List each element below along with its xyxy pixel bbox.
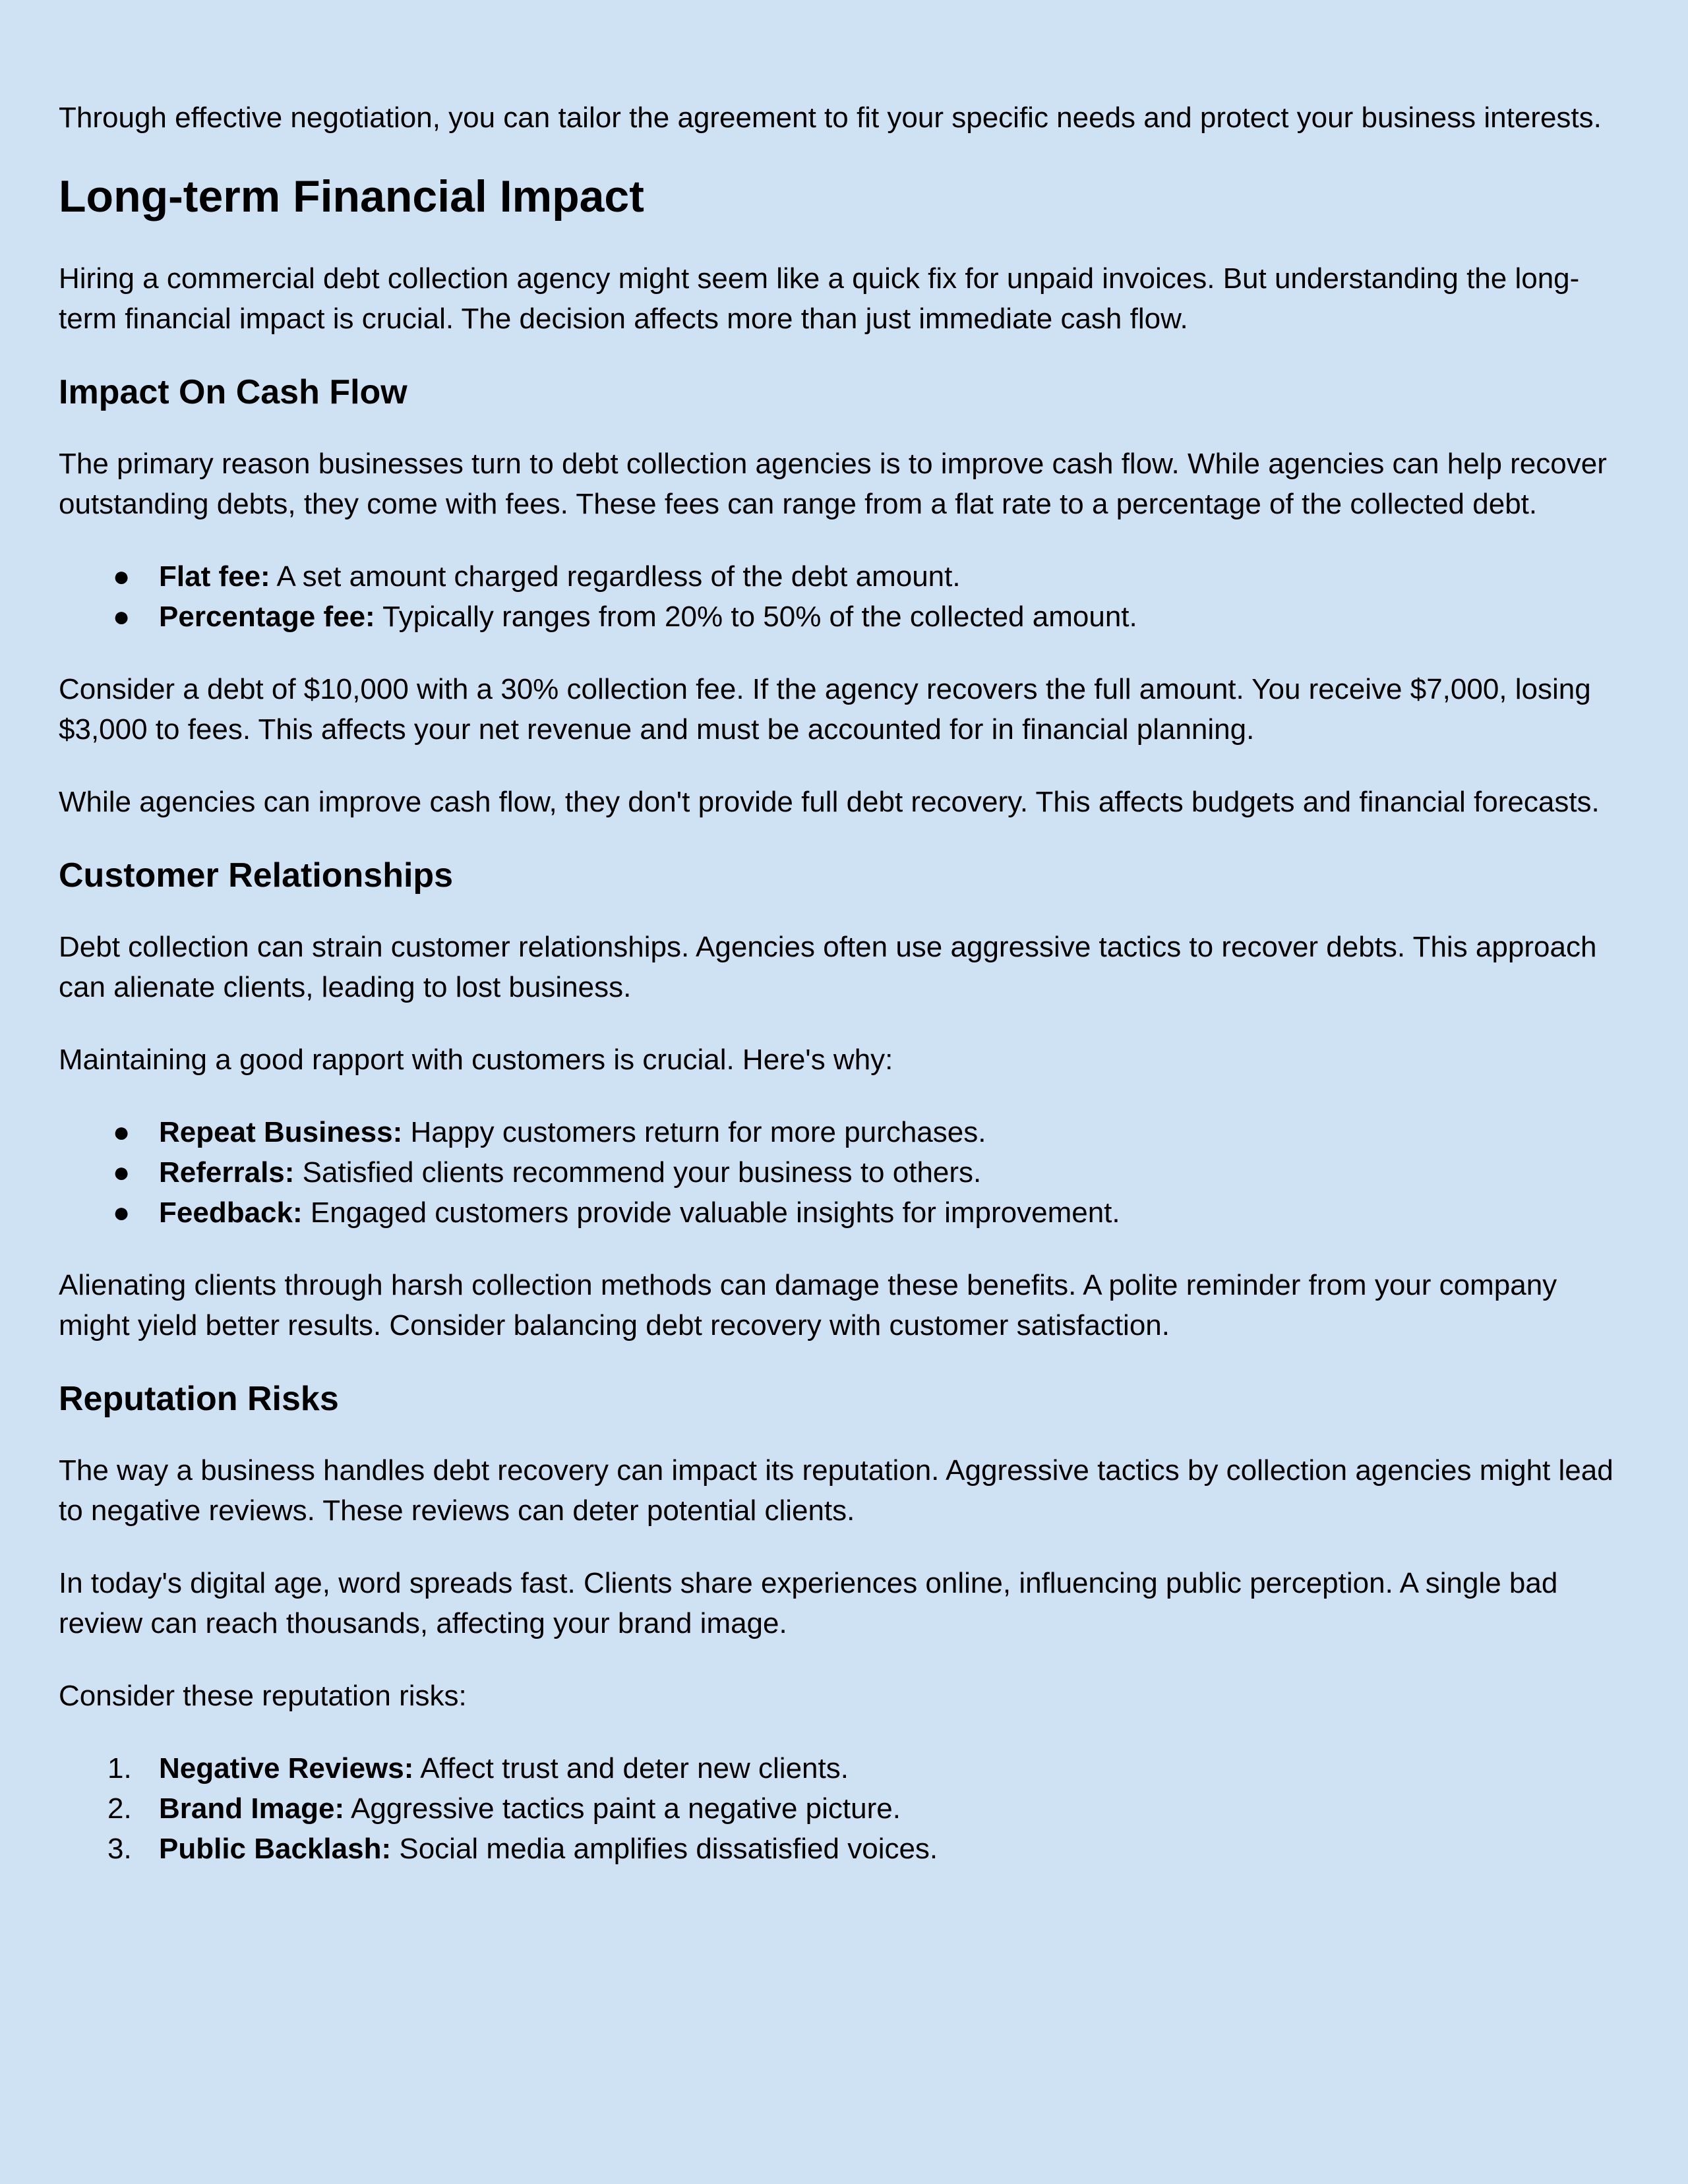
bullet-icon: ● — [112, 601, 131, 633]
list-item — [59, 556, 1629, 597]
list-item-term: Repeat Business: — [159, 1116, 403, 1148]
customer-paragraph-1: Debt collection can strain customer relationships. Agencies often use aggressive tactics to recover debts. This approach can alienate clients, leading to lost business. — [59, 931, 1597, 1003]
risks-list — [59, 1748, 1629, 1869]
list-item-text: Engaged customers provide valuable insights for improvement. — [302, 1196, 1120, 1229]
intro-paragraph: Through effective negotiation, you can tailor the agreement to fit your specific needs and protect your business interests. — [59, 102, 1602, 134]
customer-heading: Customer Relationships — [59, 856, 454, 895]
list-item-text: Aggressive tactics paint a negative picture. — [344, 1792, 901, 1825]
list-number: 2. — [107, 1792, 132, 1825]
list-number: 1. — [107, 1752, 132, 1785]
list-item — [59, 597, 1629, 637]
list-item-term: Negative Reviews: — [159, 1752, 414, 1785]
list-item-term: Brand Image: — [159, 1792, 345, 1825]
bullet-icon: ● — [112, 1196, 131, 1229]
list-item-term: Flat fee: — [159, 560, 270, 593]
bullet-icon: ● — [112, 1156, 131, 1189]
cash-flow-paragraph-2: Consider a debt of $10,000 with a 30% collection fee. If the agency recovers the full amount. You receive $7,000, losing $3,000 to fees. This affects your net revenue and must be accounted for in financial planning. — [59, 673, 1591, 746]
list-item-term: Percentage fee: — [159, 601, 375, 633]
list-item-text: A set amount charged regardless of the debt amount. — [270, 560, 961, 593]
main-paragraph: Hiring a commercial debt collection agency might seem like a quick fix for unpaid invoices. But understanding the long-term financial impact is crucial. The decision affects more than just immediate cash flow. — [59, 262, 1580, 335]
list-item — [59, 1112, 1629, 1152]
customer-paragraph-2: Maintaining a good rapport with customers is crucial. Here's why: — [59, 1044, 893, 1076]
customer-paragraph-3: Alienating clients through harsh collection methods can damage these benefits. A polite reminder from your company might yield better results. Consider balancing debt recovery with customer satisfaction. — [59, 1269, 1557, 1342]
main-heading: Long-term Financial Impact — [59, 171, 644, 221]
list-item-text: Happy customers return for more purchases. — [402, 1116, 986, 1148]
cash-flow-heading: Impact On Cash Flow — [59, 373, 407, 411]
benefits-list — [59, 1112, 1629, 1233]
list-item-text: Satisfied clients recommend your business to others. — [294, 1156, 982, 1189]
list-item-text: Social media amplifies dissatisfied voices. — [391, 1833, 938, 1865]
list-item — [59, 1152, 1629, 1193]
list-item — [59, 1193, 1629, 1233]
list-item — [59, 1829, 1629, 1869]
list-number: 3. — [107, 1833, 132, 1865]
reputation-heading: Reputation Risks — [59, 1380, 339, 1418]
reputation-paragraph-3: Consider these reputation risks: — [59, 1680, 467, 1712]
list-item-term: Feedback: — [159, 1196, 303, 1229]
reputation-paragraph-2: In today's digital age, word spreads fast. Clients share experiences online, influencing public perception. A single bad review can reach thousands, affecting your brand image. — [59, 1567, 1558, 1639]
reputation-paragraph-1: The way a business handles debt recovery can impact its reputation. Aggressive tactics by collection agencies might lead to negative reviews. These reviews can deter potential clients. — [59, 1454, 1613, 1527]
cash-flow-paragraph-3: While agencies can improve cash flow, they don't provide full debt recovery. This affects budgets and financial forecasts. — [59, 786, 1600, 818]
bullet-icon: ● — [112, 560, 131, 593]
fee-list — [59, 556, 1629, 637]
cash-flow-paragraph-1: The primary reason businesses turn to debt collection agencies is to improve cash flow. While agencies can help recover outstanding debts, they come with fees. These fees can range from a flat rate to a percentage of the collected debt. — [59, 448, 1607, 520]
list-item-text: Affect trust and deter new clients. — [413, 1752, 849, 1785]
list-item-term: Public Backlash: — [159, 1833, 392, 1865]
list-item-text: Typically ranges from 20% to 50% of the collected amount. — [375, 601, 1137, 633]
list-item — [59, 1748, 1629, 1788]
list-item-term: Referrals: — [159, 1156, 295, 1189]
list-item — [59, 1788, 1629, 1829]
bullet-icon: ● — [112, 1116, 131, 1148]
